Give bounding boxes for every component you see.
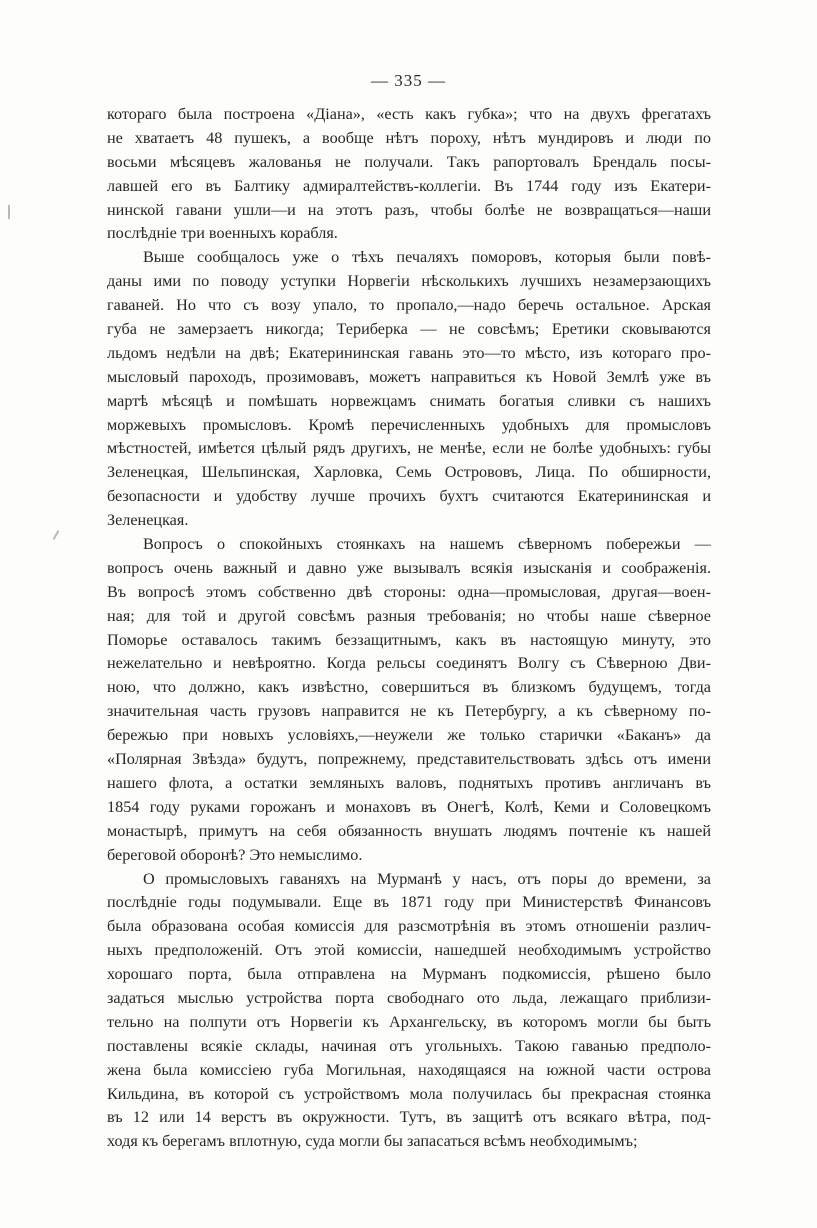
paragraph [107, 103, 711, 246]
text-line: послѣдніе три военныхъ корабля. [107, 224, 338, 243]
text-line: была образована особая комиссія для разсмотрѣнія въ этомъ отношеніи различ- [107, 917, 711, 936]
text-line: въ 12 или 14 верстъ въ окружности. Тутъ, въ защитѣ отъ всякаго вѣтра, под- [107, 1108, 711, 1127]
text-line: послѣдніе годы подумывали. Еще въ 1871 году при Министерствѣ Финансовъ [107, 893, 711, 912]
text-line: Кильдина, въ которой съ устройствомъ мола получилась бы прекрасная стоянка [107, 1084, 711, 1103]
text-line: тельно на полпути отъ Норвегіи къ Архангельску, въ которомъ могли бы быть [107, 1012, 711, 1031]
text-line: Зеленецкая, Шельпинская, Харловка, Семь Острововъ, Лица. По обширности, [107, 463, 711, 482]
text-line: мысловый пароходъ, прозимовавъ, можетъ направиться къ Новой Землѣ уже въ [107, 367, 711, 386]
margin-mark [8, 205, 10, 219]
text-line: хорошаго порта, была отправлена на Мурманъ подкомиссія, рѣшено было [107, 965, 711, 984]
text-line: значительная часть грузовъ направится не къ Петербургу, а къ сѣверному по- [107, 702, 711, 721]
text-line: ходя къ берегамъ вплотную, суда могли бы запасаться всѣмъ необходимымъ; [107, 1132, 638, 1151]
paragraph [107, 246, 711, 533]
page-number: — 335 — [371, 71, 446, 90]
text-line: задаться мыслью устройства порта свободнаго ото льда, лежащаго приблизи- [107, 988, 711, 1007]
text-line: мѣстностей, имѣется цѣлый рядъ другихъ, не менѣе, если не болѣе удобныхъ: губы [107, 439, 711, 458]
text-line: ныхъ предположеній. Отъ этой комиссіи, нашедшей необходимымъ устройство [107, 941, 711, 960]
text-line: Выше сообщалось уже о тѣхъ печаляхъ поморовъ, которыя были повѣ- [143, 248, 711, 267]
text-line: нашего флота, а остатки земляныхъ валовъ, поднятыхъ противъ англичанъ въ [107, 773, 711, 792]
text-line: вопросъ очень важный и давно уже вызывалъ всякія изысканія и соображенія. [107, 558, 711, 577]
text-line: Въ вопросѣ этомъ собственно двѣ стороны: одна—промысловая, другая—воен- [107, 582, 711, 601]
text-line: восьми мѣсяцевъ жалованья не получали. Такъ рапортовалъ Брендаль посы- [107, 152, 711, 171]
text-line: поставлены всякіе склады, начиная отъ угольныхъ. Такою гаванью предполо- [107, 1036, 711, 1055]
text-line: губа не замерзаетъ никогда; Териберка — не совсѣмъ; Еретики сковываются [107, 320, 711, 339]
text-line: безопасности и удобству лучше прочихъ бухтъ считаются Екатерининская и [107, 487, 711, 506]
text-line: жена была комиссіею губа Могильная, находящаяся на южной части острова [107, 1060, 711, 1079]
text-line: лавшей его въ Балтику адмиралтействъ-коллегіи. Въ 1744 году изъ Екатери- [107, 176, 711, 195]
text-line: мартѣ мѣсяцѣ и помѣшать норвежцамъ снимать богатыя сливки съ нашихъ [107, 391, 711, 410]
text-line: Зеленецкая. [107, 511, 189, 530]
text-line: Вопросъ о спокойныхъ стоянкахъ на нашемъ сѣверномъ побережьи — [143, 535, 711, 554]
text-line: ная; для той и другой совсѣмъ разныя требованія; но чтобы наше сѣверное [107, 606, 711, 625]
text-line: моржевыхъ промысловъ. Кромѣ перечисленныхъ удобныхъ для промысловъ [107, 415, 711, 434]
text-line: монастырѣ, примутъ на себя обязанность внушать людямъ почтеніе къ нашей [107, 821, 711, 840]
text-line: бережью при новыхъ условіяхъ,—неужели же только старички «Баканъ» да [107, 726, 711, 745]
text-line: гаваней. Но что съ возу упало, то пропало,—надо беречь остальное. Арская [107, 296, 711, 315]
paragraph [107, 533, 711, 867]
text-line: «Полярная Звѣзда» будутъ, попрежнему, представительствовать здѣсь отъ имени [107, 750, 711, 769]
paragraph [107, 868, 711, 1155]
text-line: О промысловыхъ гаваняхъ на Мурманѣ у насъ, отъ поры до времени, за [143, 869, 711, 888]
text-line: 1854 году руками горожанъ и монаховъ въ Онегѣ, Колѣ, Кеми и Соловецкомъ [107, 797, 711, 816]
text-line: даны ими по поводу уступки Норвегіи нѣсколькихъ лучшихъ незамерзающихъ [107, 272, 711, 291]
text-line: котораго была построена «Діана», «есть какъ губка»; что на двухъ фрегатахъ [107, 105, 711, 123]
text-line: Поморье оставалось такимъ беззащитнымъ, какъ въ настоящую минуту, это [107, 630, 711, 649]
margin-mark [53, 530, 60, 540]
text-line: не хватаетъ 48 пушекъ, а вообще нѣтъ пороху, нѣтъ мундировъ и люди по [107, 128, 711, 147]
text-line: нежелательно и невѣроятно. Когда рельсы соединятъ Волгу съ Сѣверною Дви- [107, 654, 711, 673]
text-line: льдомъ недѣли на двѣ; Екатерининская гавань это—то мѣсто, изъ котораго про- [107, 343, 711, 362]
text-line: береговой оборонѣ? Это немыслимо. [107, 845, 363, 864]
text-line: ною, что должно, какъ извѣстно, совершиться въ близкомъ будущемъ, тогда [107, 678, 711, 697]
text-line: нинской гавани ушли—и на этотъ разъ, чтобы болѣе не возвращаться—наши [107, 200, 711, 219]
body-text [107, 103, 711, 1154]
